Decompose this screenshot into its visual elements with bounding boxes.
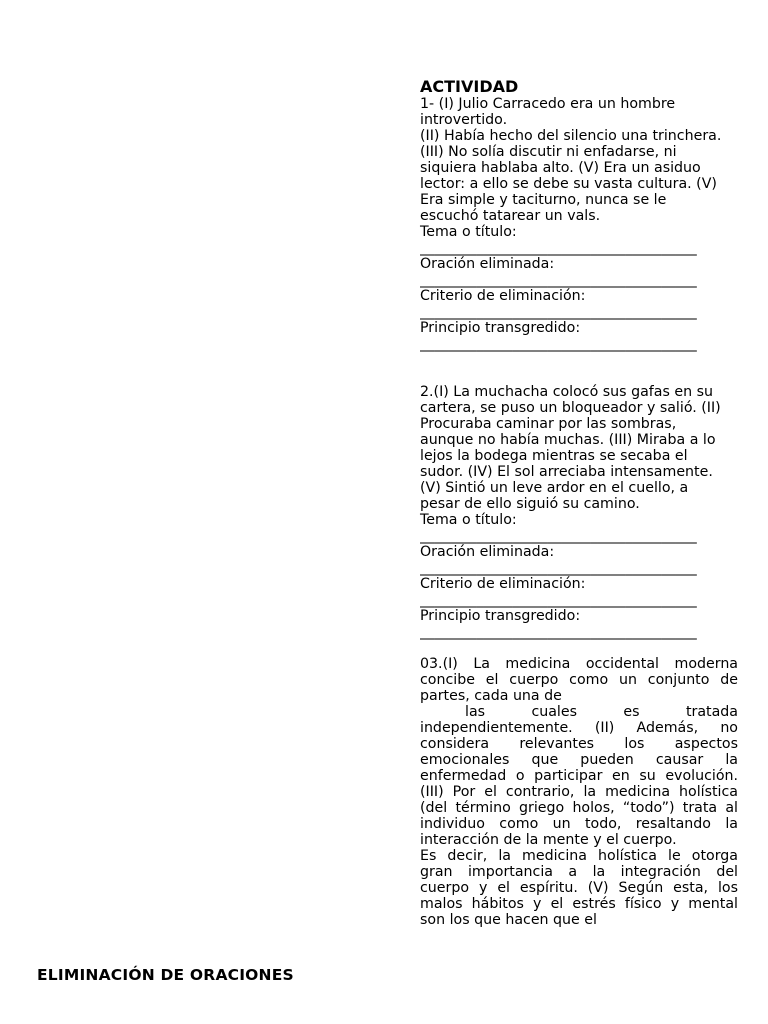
question-3-line: son los que hacen que el [420,912,597,928]
question-2-line: aunque no había muchas. (III) Miraba a lo [420,432,716,448]
question-2-line: lejos la bodega mientras se secaba el [420,448,688,464]
question-3-line: concibe el cuerpo como un conjunto de [420,672,738,688]
principio-label: Principio transgredido: [420,608,581,624]
answer-blank-line: _______________________________________ [420,304,697,320]
question-3-line: las cuales es tratada [465,704,738,720]
question-3-line: malos hábitos y el estrés físico y mental [420,896,738,912]
question-2-line: sudor. (IV) El sol arreciaba intensamente. [420,464,713,480]
question-3-line: emocionales que pueden causar la [420,752,738,768]
question-1-line: (II) Había hecho del silencio una trinchera. [420,128,722,144]
question-3-line: (III) Por el contrario, la medicina holística [420,784,738,800]
question-3-line: considera relevantes los aspectos [420,736,738,752]
activity-title: ACTIVIDAD [420,77,519,96]
question-3-line: 03.(I) La medicina occidental moderna [420,656,738,672]
question-3-line: individuo como un todo, resaltando la [420,816,738,832]
question-3-line: (del término griego holos, “todo”) trata al [420,800,738,816]
answer-blank-line: _______________________________________ [420,624,697,640]
question-1-line: siquiera hablaba alto. (V) Era un asiduo [420,160,701,176]
question-2-line: (V) Sintió un leve ardor en el cuello, a [420,480,689,496]
question-2-line: Procuraba caminar por las sombras, [420,416,677,432]
answer-blank-line: _______________________________________ [420,272,697,288]
question-3-line: interacción de la mente y el cuerpo. [420,832,677,848]
question-2 [420,384,738,640]
question-3-line: cuerpo y el espíritu. (V) Según esta, los [420,880,738,896]
question-2-line: cartera, se puso un bloqueador y salió. (II) [420,400,721,416]
question-1 [420,96,738,352]
criterio-label: Criterio de eliminación: [420,576,586,592]
question-2-line: 2.(I) La muchacha colocó sus gafas en su [420,384,713,400]
question-3-line: partes, cada una de [420,688,562,704]
section-heading: ELIMINACIÓN DE ORACIONES [37,966,294,984]
tema-label: Tema o título: [420,224,517,240]
question-3-line: Es decir, la medicina holística le otorga [420,848,738,864]
principio-label: Principio transgredido: [420,320,581,336]
activity-column [420,78,738,928]
question-3-line: gran importancia a la integración del [420,864,738,880]
question-1-line: Era simple y taciturno, nunca se le [420,192,667,208]
spacer [420,640,738,656]
question-2-line: pesar de ello siguió su camino. [420,496,640,512]
question-3 [420,656,738,928]
oracion-eliminada-label: Oración eliminada: [420,544,555,560]
question-1-line: lector: a ello se debe su vasta cultura. (V) [420,176,717,192]
answer-blank-line: _______________________________________ [420,336,697,352]
answer-blank-line: _______________________________________ [420,560,697,576]
question-3-line: enfermedad o participar en su evolución. [420,768,738,784]
spacer [420,352,738,384]
criterio-label: Criterio de eliminación: [420,288,586,304]
answer-blank-line: _______________________________________ [420,528,697,544]
question-1-line: 1- (I) Julio Carracedo era un hombre [420,96,676,112]
question-3-line: independientemente. (II) Además, no [420,720,738,736]
answer-blank-line: _______________________________________ [420,592,697,608]
tema-label: Tema o título: [420,512,517,528]
question-1-line: introvertido. [420,112,508,128]
question-1-line: (III) No solía discutir ni enfadarse, ni [420,144,677,160]
question-1-line: escuchó tatarear un vals. [420,208,601,224]
oracion-eliminada-label: Oración eliminada: [420,256,555,272]
answer-blank-line: _______________________________________ [420,240,697,256]
